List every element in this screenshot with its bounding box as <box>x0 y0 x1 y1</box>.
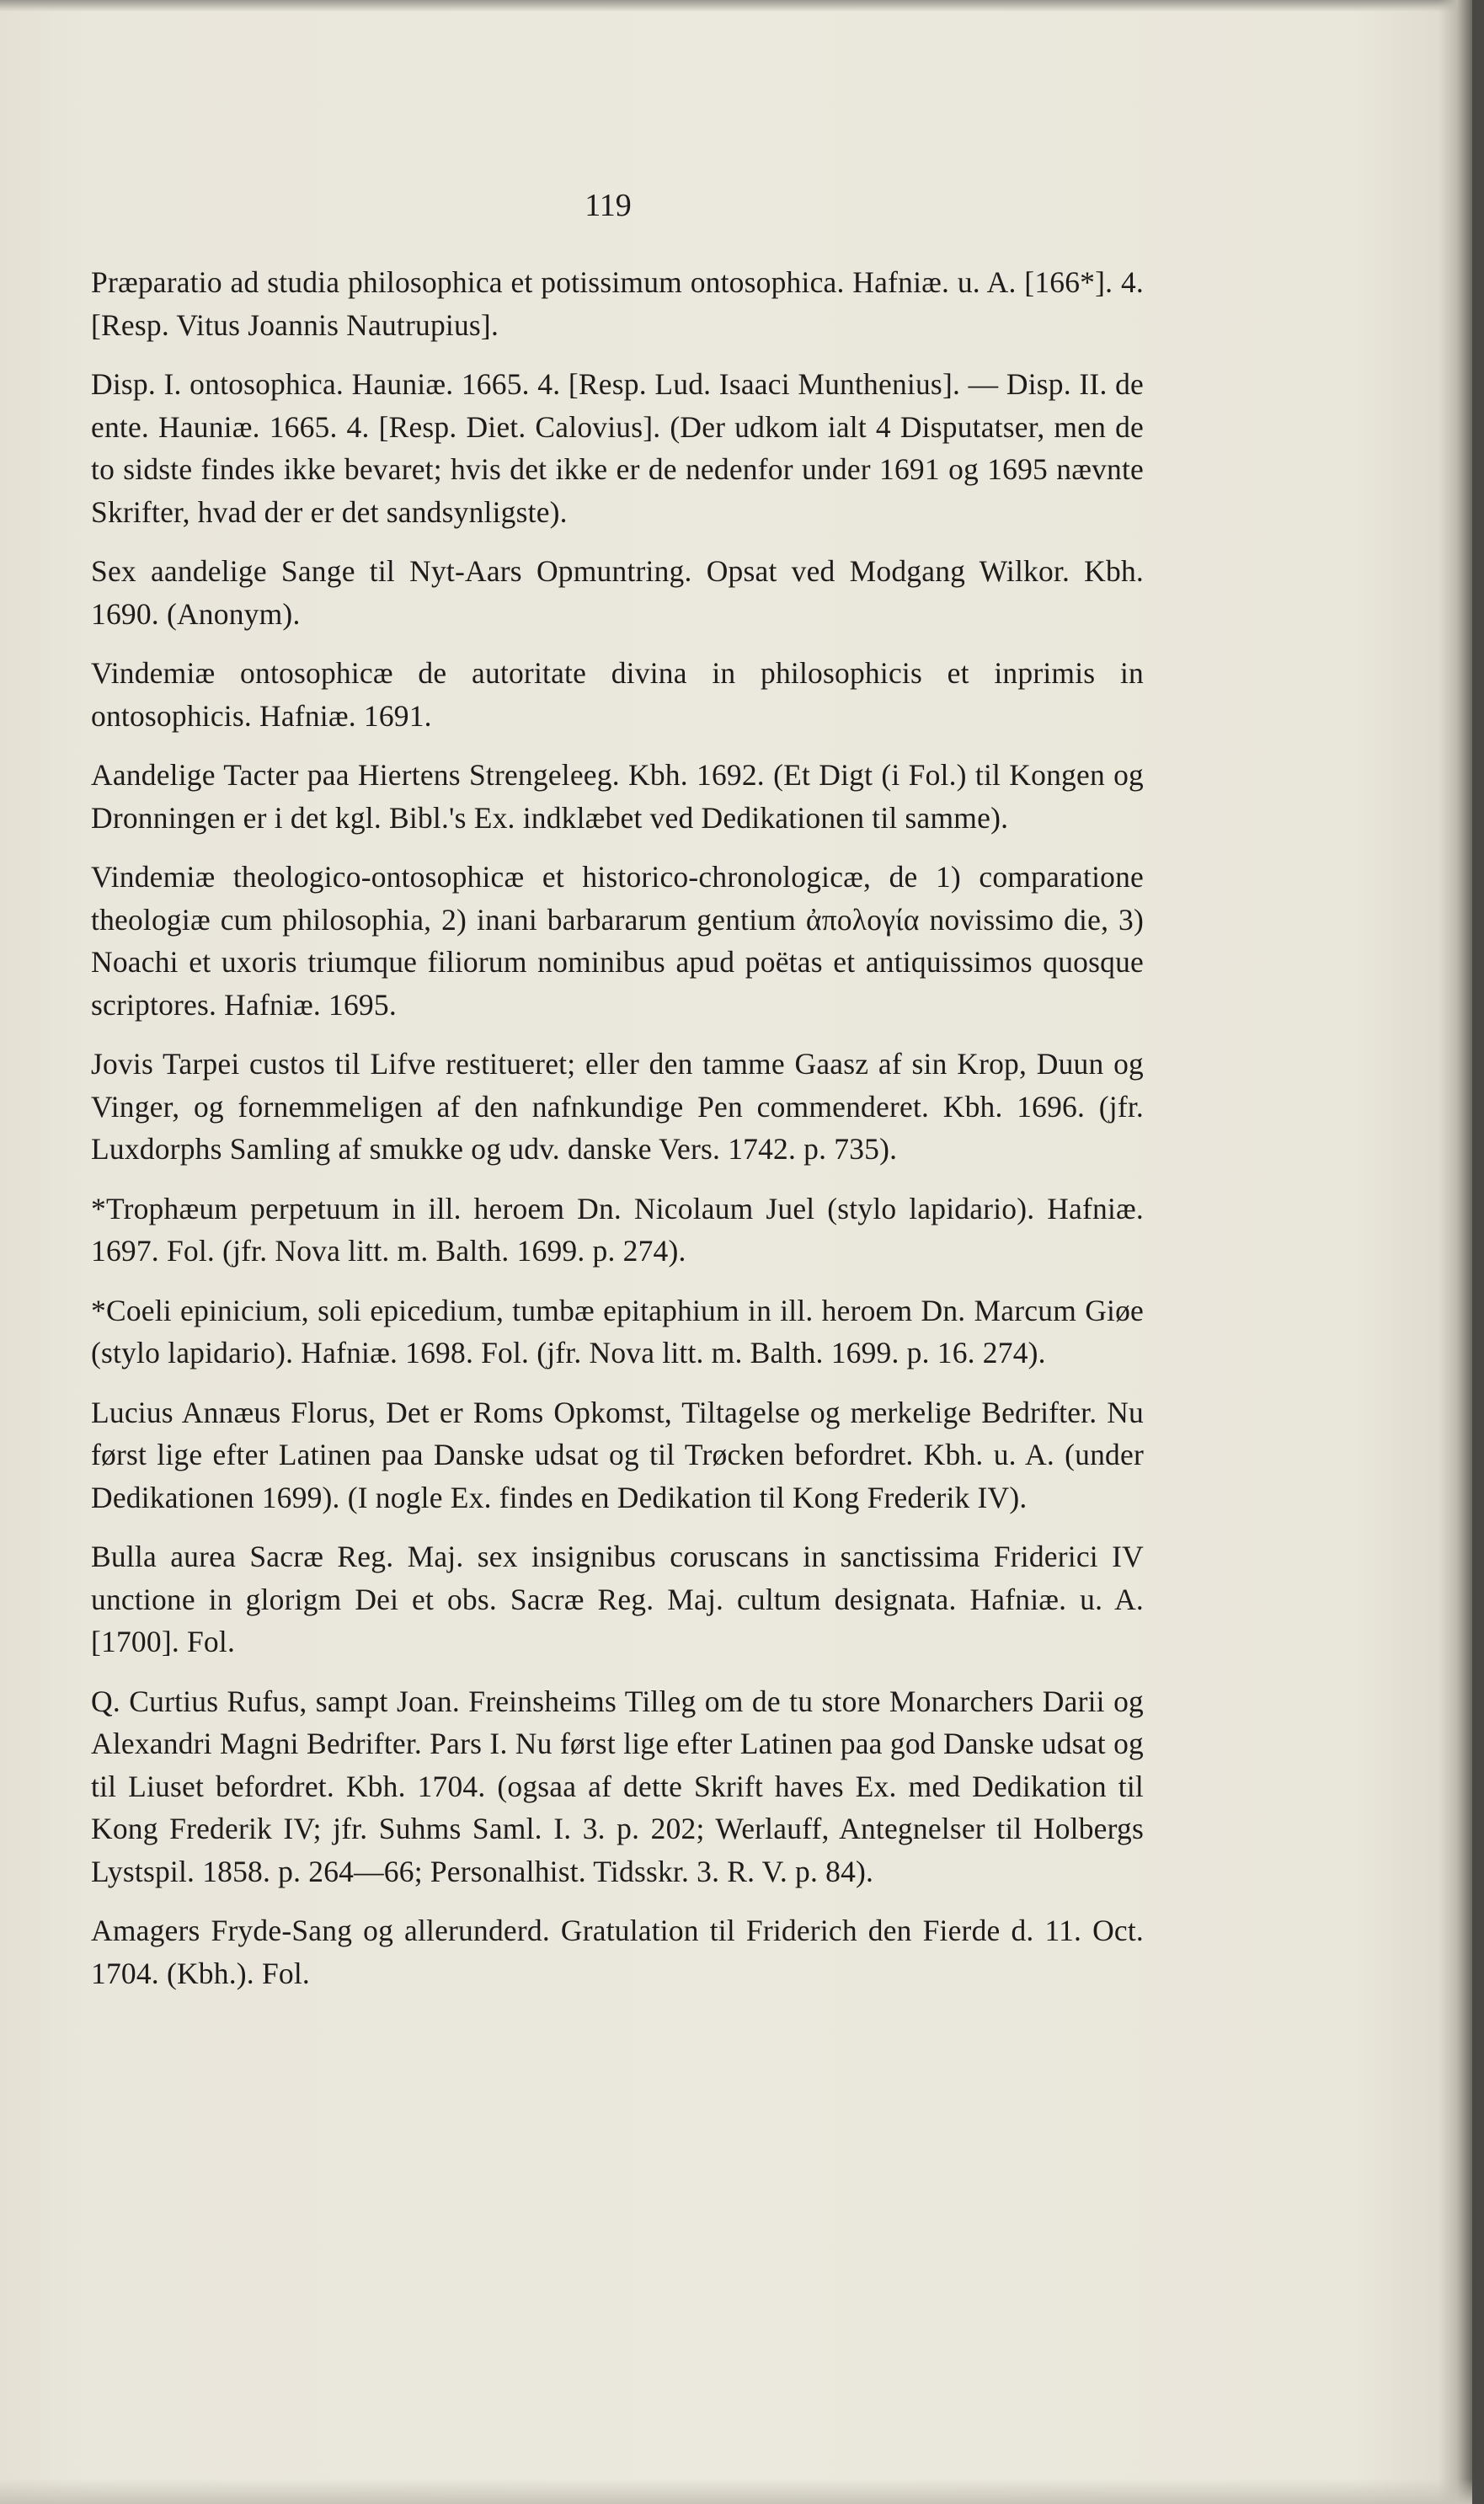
bibliography-text <box>91 261 1144 2011</box>
bibliography-entry: *Trophæum perpetuum in ill. heroem Dn. Nicolaum Juel (stylo lapidario). Hafniæ. 1697. Fol. (jfr. Nova litt. m. Balth. 1699. p. 274). <box>91 1191 1144 1268</box>
bibliography-entry: Vindemiæ theologico-ontosophicæ et historico-chronologicæ, de 1) comparatione theologiæ cum philosophia, 2) inani barbararum gentium ἀπολογία novissimo die, 3) Noachi et uxoris triumque filiorum nominibus apud poëtas et antiquissimos quosque scriptores. Hafniæ. 1695. <box>91 860 1144 1022</box>
page-right-edge <box>1439 0 1472 2504</box>
bibliography-entry: Vindemiæ ontosophicæ de autoritate divina in philosophicis et inprimis in ontosophicis. Hafniæ. 1691. <box>91 656 1144 733</box>
bibliography-entry: Bulla aurea Sacræ Reg. Maj. sex insignibus coruscans in sanctissima Friderici IV unctione in glorigm Dei et obs. Sacræ Reg. Maj. cultum designata. Hafniæ. u. A. [1700]. Fol. <box>91 1540 1144 1658</box>
bibliography-entry: Q. Curtius Rufus, sampt Joan. Freinsheims Tilleg om de tu store Monarchers Darii og Alexandri Magni Bedrifter. Pars I. Nu først lige efter Latinen paa god Danske udsat og til Liuset befordret. Kbh. 1704. (ogsaa af dette Skrift haves Ex. med Dedikation til Kong Frederik IV; jfr. Suhms Saml. I. 3. p. 202; Werlauff, Antegnelser til Holbergs Lystspil. 1858. p. 264—66; Personalhist. Tidsskr. 3. R. V. p. 84). <box>91 1684 1144 1888</box>
page-bottom-shadow <box>0 2479 1472 2504</box>
page-number: 119 <box>585 188 632 223</box>
bibliography-entry: Præparatio ad studia philosophica et potissimum ontosophica. Hafniæ. u. A. [166*]. 4. [Resp. Vitus Joannis Nautrupius]. <box>91 265 1144 342</box>
bibliography-entry: Disp. I. ontosophica. Hauniæ. 1665. 4. [Resp. Lud. Isaaci Munthenius]. — Disp. II. de ente. Hauniæ. 1665. 4. [Resp. Diet. Calovius]. (Der udkom ialt 4 Disputatser, men de to sidste findes ikke bevaret; hvis det ikke er de nedenfor under 1691 og 1695 nævnte Skrifter, hvad der er det sandsynligste). <box>91 367 1144 529</box>
page-top-edge <box>0 0 1472 12</box>
bibliography-entry: *Coeli epinicium, soli epicedium, tumbæ epitaphium in ill. heroem Dn. Marcum Giøe (stylo lapidario). Hafniæ. 1698. Fol. (jfr. Nova litt. m. Balth. 1699. p. 16. 274). <box>91 1293 1144 1369</box>
bibliography-entry: Amagers Fryde-Sang og allerunderd. Gratulation til Friderich den Fierde d. 11. Oct. 1704. (Kbh.). Fol. <box>91 1914 1144 1990</box>
bibliography-entry: Lucius Annæus Florus, Det er Roms Opkomst, Tiltagelse og merkelige Bedrifter. Nu først lige efter Latinen paa Danske udsat og til Trøcken befordret. Kbh. u. A. (under Dedikationen 1699). (I nogle Ex. findes en Dedikation til Kong Frederik IV). <box>91 1395 1144 1514</box>
bibliography-entry: Aandelige Tacter paa Hiertens Strengeleeg. Kbh. 1692. (Et Digt (i Fol.) til Kongen og Dronningen er i det kgl. Bibl.'s Ex. indklæbet ved Dedikationen til samme). <box>91 758 1144 835</box>
bibliography-entry: Jovis Tarpei custos til Lifve restitueret; eller den tamme Gaasz af sin Krop, Duun og Vinger, og fornemmeligen af den nafnkundige Pen commenderet. Kbh. 1696. (jfr. Luxdorphs Samling af smukke og udv. danske Vers. 1742. p. 735). <box>91 1047 1144 1166</box>
bibliography-entry: Sex aandelige Sange til Nyt-Aars Opmuntring. Opsat ved Modgang Wilkor. Kbh. 1690. (Anonym). <box>91 554 1144 631</box>
